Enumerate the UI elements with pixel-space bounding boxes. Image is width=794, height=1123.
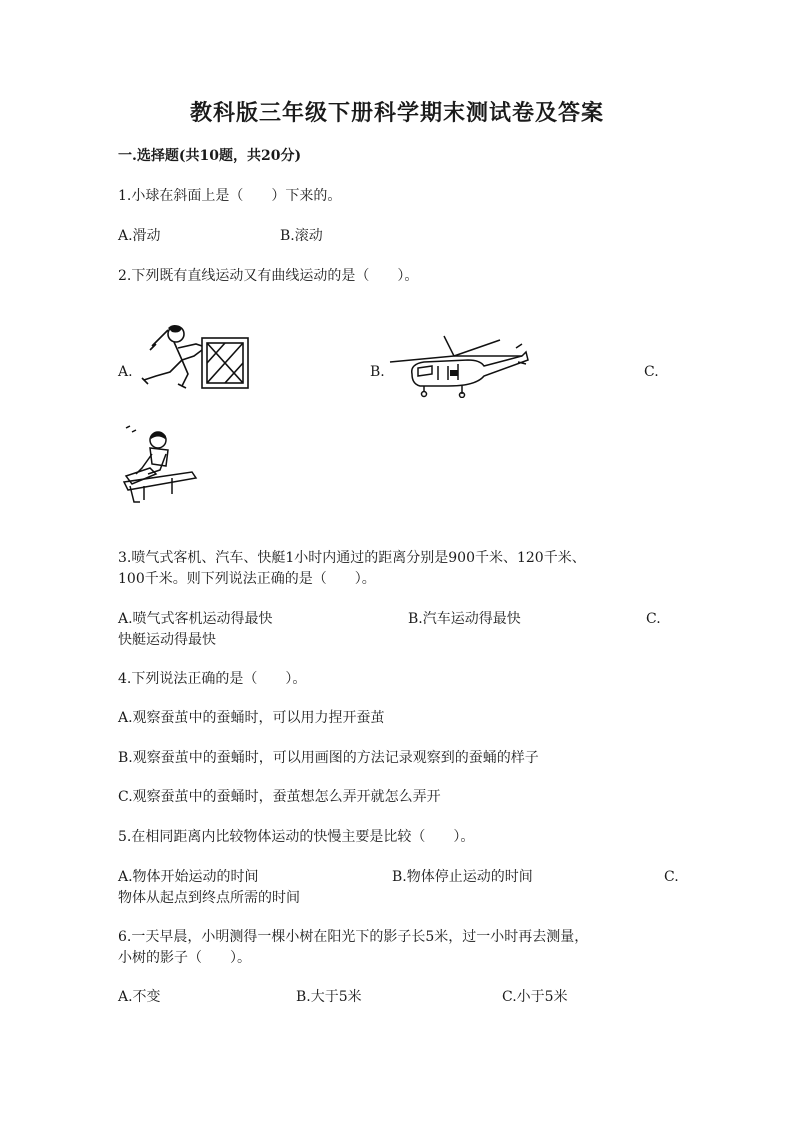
question-6-option-a[interactable]: A.不变 [118, 989, 161, 1005]
question-4-option-c[interactable]: C.观察蚕茧中的蚕蛹时，蚕茧想怎么弄开就怎么弄开 [118, 789, 441, 805]
question-3-option-c[interactable]: C. [646, 611, 661, 627]
section-heading: 一.选择题(共10题，共20分) [118, 148, 302, 164]
question-6-stem-line-1: 6.一天早晨，小明测得一棵小树在阳光下的影子长5米，过一小时再去测量， [118, 929, 589, 945]
question-4-option-b[interactable]: B.观察蚕茧中的蚕蛹时，可以用画图的方法记录观察到的蚕蛹的样子 [118, 750, 539, 766]
question-6-option-c[interactable]: C.小于5米 [502, 989, 568, 1005]
question-3-option-b[interactable]: B.汽车运动得最快 [408, 611, 521, 627]
question-4-option-a[interactable]: A.观察蚕茧中的蚕蛹时，可以用力捏开蚕茧 [118, 710, 385, 726]
question-3-stem-line-1: 3.喷气式客机、汽车、快艇1小时内通过的距离分别是900千米、120千米、 [118, 550, 586, 566]
question-6-stem-line-2: 小树的影子（ ）。 [118, 950, 251, 966]
question-2-option-a[interactable]: A. [118, 364, 133, 380]
question-1-stem: 1.小球在斜面上是（ ）下来的。 [118, 188, 342, 204]
question-6-option-b[interactable]: B.大于5米 [296, 989, 362, 1005]
question-3-option-a[interactable]: A.喷气式客机运动得最快 [118, 611, 273, 627]
question-2-option-c[interactable]: C. [644, 364, 659, 380]
question-3-stem-line-2: 100千米。则下列说法正确的是（ ）。 [118, 571, 376, 587]
question-5-option-c-text[interactable]: 物体从起点到终点所需的时间 [118, 890, 300, 906]
girl-pushing-box-figure [134, 320, 254, 392]
question-5-option-c[interactable]: C. [664, 869, 679, 885]
question-2-stem: 2.下列既有直线运动又有曲线运动的是（ ）。 [118, 268, 419, 284]
question-5-option-a[interactable]: A.物体开始运动的时间 [118, 869, 259, 885]
question-1-option-b[interactable]: B.滚动 [280, 228, 323, 244]
question-4-stem: 4.下列说法正确的是（ ）。 [118, 671, 307, 687]
question-5-option-b[interactable]: B.物体停止运动的时间 [392, 869, 533, 885]
question-3-option-c-text[interactable]: 快艇运动得最快 [118, 632, 216, 648]
helicopter-figure [388, 334, 530, 398]
question-5-stem: 5.在相同距离内比较物体运动的快慢主要是比较（ ）。 [118, 829, 475, 845]
question-2-option-b[interactable]: B. [370, 364, 385, 380]
question-1-option-a[interactable]: A.滑动 [118, 228, 161, 244]
page-title: 教科版三年级下册科学期末测试卷及答案 [189, 100, 604, 126]
boy-planing-wood-figure [116, 424, 198, 506]
